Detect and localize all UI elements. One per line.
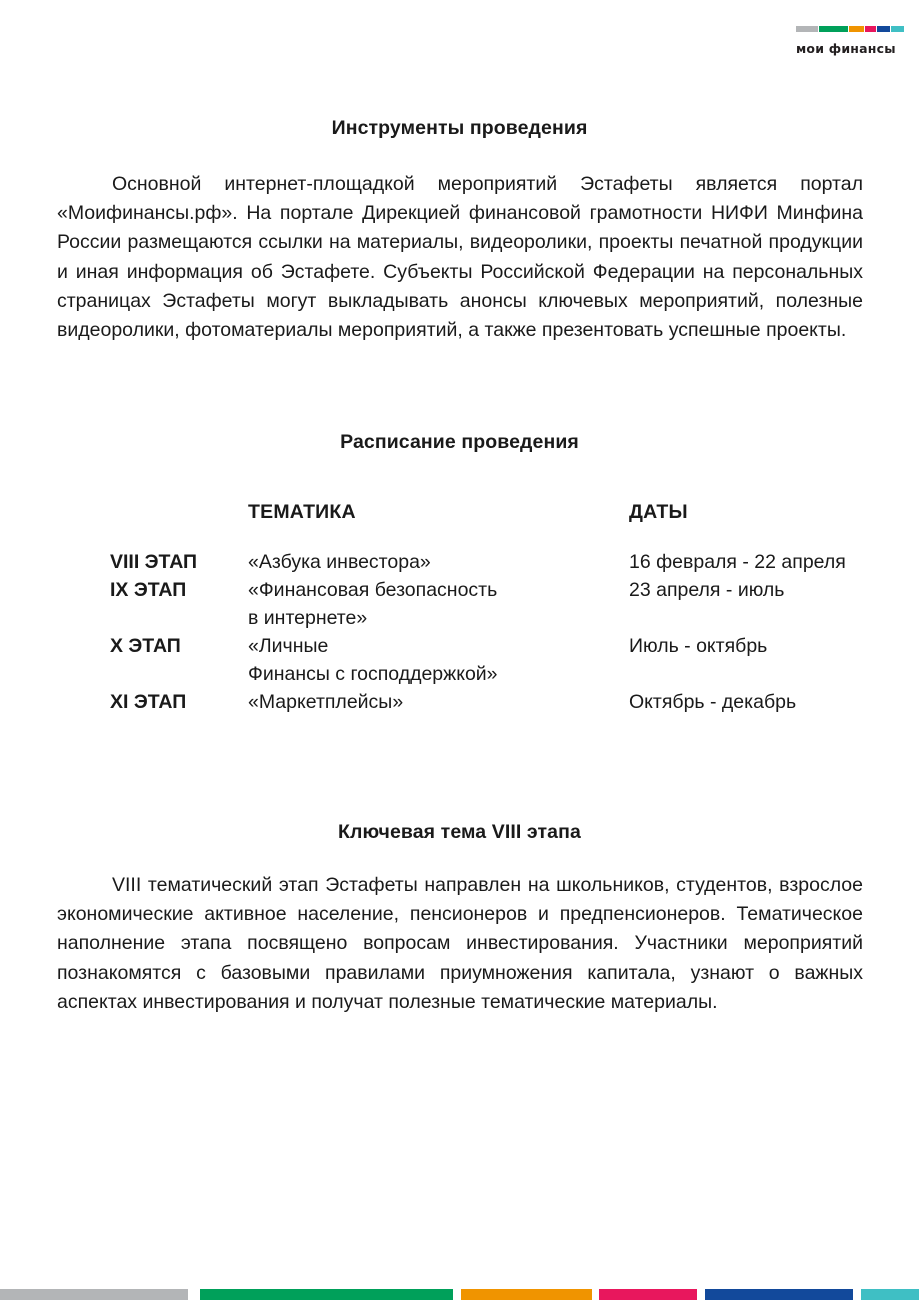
spacer-cell xyxy=(0,632,110,688)
table-row xyxy=(0,632,919,688)
schedule-table-head xyxy=(0,498,919,548)
theme-line-2: Финансы с господдержкой» xyxy=(248,663,498,685)
theme-line-1: «Маркетплейсы» xyxy=(248,691,404,713)
footer-bar-segment-1 xyxy=(0,1289,188,1300)
table-header-row xyxy=(0,498,919,548)
heading-instruments: Инструменты проведения xyxy=(331,117,588,139)
column-header-dates: ДАТЫ xyxy=(629,501,688,523)
paragraph-instruments: Основной интернет-площадкой мероприятий Эстафеты является портал «Моифинансы.рф». На портале Дирекцией финансовой грамотности НИФИ Минфина России размещаются ссылки на материалы, видеоролики, проекты печатной продукции и иная информация об Эстафете. Субъекты Российской Федерации на персональных страницах Эстафеты могут выкладывать анонсы ключевых мероприятий, полезные видеоролики, фотоматериалы мероприятий, а также презентовать успешные проекты. xyxy=(57,173,863,342)
table-row xyxy=(0,548,919,576)
footer-bar-gap xyxy=(853,1289,861,1300)
paragraph-key-theme: VIII тематический этап Эстафеты направлен на школьников, студентов, взрослое экономические активное население, пенсионеров и предпенсионеров. Тематическое наполнение этапа посвящено вопросам инвестирования. Участники мероприятий познакомятся с базовыми правилами приумножения капитала, узнают о важных аспектах инвестирования и получат полезные тематические материалы. xyxy=(57,874,863,1013)
footer-bar-segment-4 xyxy=(599,1289,696,1300)
schedule-table-wrapper xyxy=(0,498,919,716)
footer-bar-segment-2 xyxy=(200,1289,453,1300)
theme-line-1: «Финансовая безопасность xyxy=(248,579,498,601)
footer-bar-segment-5 xyxy=(705,1289,853,1300)
theme-text xyxy=(248,548,629,576)
dates-text: 16 февраля - 22 апреля xyxy=(629,551,846,573)
stage-label: XI ЭТАП xyxy=(110,691,187,713)
theme-text xyxy=(248,576,629,632)
logo-bar-segment-1 xyxy=(796,26,818,32)
dates-text: Октябрь - декабрь xyxy=(629,691,797,713)
table-row xyxy=(0,688,919,716)
brand-logo xyxy=(796,26,906,56)
stage-label: IX ЭТАП xyxy=(110,579,187,601)
dates-text: 23 апреля - июль xyxy=(629,579,785,601)
footer-bar-gap xyxy=(592,1289,600,1300)
logo-wordmark: мои финансы xyxy=(796,41,896,56)
stage-label: X ЭТАП xyxy=(110,635,181,657)
footer-bar-gap xyxy=(697,1289,705,1300)
stage-label: VIII ЭТАП xyxy=(110,551,198,573)
footer-bar-segment-6 xyxy=(861,1289,919,1300)
logo-bar-segment-2 xyxy=(819,26,848,32)
heading-key-theme: Ключевая тема VIII этапа xyxy=(338,821,581,843)
theme-line-2: в интернете» xyxy=(248,607,368,629)
schedule-table xyxy=(0,498,919,716)
dates-text: Июль - октябрь xyxy=(629,635,768,657)
table-row xyxy=(0,576,919,632)
theme-line-1: «Азбука инвестора» xyxy=(248,551,431,573)
theme-text xyxy=(248,632,629,688)
column-header-theme: ТЕМАТИКА xyxy=(248,501,356,523)
spacer-cell xyxy=(0,498,110,548)
schedule-table-body xyxy=(0,548,919,716)
spacer-cell xyxy=(0,688,110,716)
footer-color-bar xyxy=(0,1289,919,1300)
logo-bar-segment-5 xyxy=(877,26,890,32)
logo-bar-segment-4 xyxy=(865,26,877,32)
footer-bar-segment-3 xyxy=(461,1289,592,1300)
theme-line-1: «Личные xyxy=(248,635,329,657)
column-header-stage xyxy=(110,498,248,548)
spacer-cell xyxy=(0,576,110,632)
footer-bar-gap xyxy=(453,1289,461,1300)
theme-text xyxy=(248,688,629,716)
spacer-cell xyxy=(0,548,110,576)
logo-bar-segment-3 xyxy=(849,26,864,32)
footer-bar-gap xyxy=(188,1289,200,1300)
heading-schedule: Расписание проведения xyxy=(340,431,579,453)
logo-bar-segment-6 xyxy=(891,26,904,32)
logo-color-bar xyxy=(796,26,904,32)
